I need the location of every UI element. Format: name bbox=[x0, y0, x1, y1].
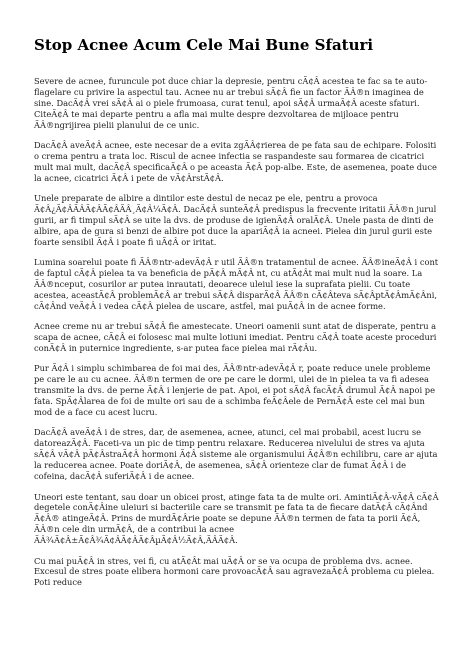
paragraph: Uneori este tentant, sau doar un obicei prost, atinge fata ta de multe ori. AmintiÃ¢Â-vÃ¢Â cÃ¢Â degetele conÃ¢Âine uleiuri si bacteriile care se transmit pe fata ta de fiecare datÃ¢Â cÃ¢Ând Ã¢Â® atingeÃ¢Â. Prins de murdÃ¢Ârie poate se depune ÃÂ®n termen de fata ta porii Ã¢Â, ÃÂ®n cele din urmÃ¢Â, de a contribui la acnee ÃÂ¾Ã¢Â±Ã¢Â¾Ã¢ÂÃ¢ÂÃ¢ÂµÃ¢Â½Ã¢Â,ÃÂÃ¢Â. bbox=[34, 491, 439, 546]
paragraph: Acnee creme nu ar trebui sÃ¢Â fie amestecate. Uneori oamenii sunt atat de disperate, pentru a scapa de acnee, cÃ¢Â ei folosesc mai multe lotiuni imediat. Pentru cÃ¢Â toate aceste proceduri conÃ¢Â in puternice ingrediente, s-ar putea face pielea mai rÃ¢Âu. bbox=[34, 321, 437, 354]
paragraph: DacÃ¢Â aveÃ¢Â acnee, este necesar de a evita zgÃÂ¢rierea de pe fata sau de echipare. Folositi o crema pentru a trata loc. Riscul de acnee infectia se raspandeste sau formarea de cicatrici mult mai mult, dacÃ¢Â specificaÃ¢Â o pe aceasta Ã¢Â pop-albe. Este, de asemenea, poate duce la acnee, cicatrici Ã¢Â i pete de vÃ¢ÂrstÃ¢Â. bbox=[34, 140, 437, 183]
document-body bbox=[34, 76, 440, 588]
paragraph: Severe de acnee, furuncule pot duce chiar la depresie, pentru cÃ¢Â acestea te fac sa te auto-flagelare cu privire la aspectul tau. Acnee nu ar trebui sÃ¢Â fie un factor ÃÂ®n imaginea de sine. DacÃ¢Â vrei sÃ¢Â ai o piele frumoasa, curat tenul, apoi sÃ¢Â urmaÃ¢Â aceste sfaturi. CiteÃ¢Â te mai departe pentru a afla mai multe despre dezvoltarea de mijloace pentru ÃÂ®ngrijirea pielii planului de ce unic. bbox=[34, 76, 428, 130]
paragraph: DacÃ¢Â aveÃ¢Â i de stres, dar, de asemenea, acnee, atunci, cel mai probabil, acest lucru se datoreazÃ¢Â. Faceti-va un pic de timp pentru relaxare. Reducerea nivelului de stres va ajuta sÃ¢Â vÃ¢Â pÃ¢ÂstraÃ¢Â hormoni Ã¢Â sisteme ale organismului Ã¢Â®n echilibru, care ar ajuta la reducerea acnee. Poate doriÃ¢Â, de asemenea, sÃ¢Â orienteze clar de fumat Ã¢Â i de cofeina, dacÃ¢Â suferiÃ¢Â i de acnee. bbox=[34, 427, 438, 482]
paragraph: Pur Ã¢Â i simplu schimbarea de foi mai des, ÃÂ®ntr-adevÃ¢Â r, poate reduce unele probleme pe care le au cu acnee. ÃÂ®n termen de ore pe care le dormi, ulei de in pielea ta va fi adesea transmite la dvs. de perne Ã¢Â i lenjerie de pat. Apoi, ei pot sÃ¢Â facÃ¢Â drumul Ã¢Â napoi pe fata. SpÃ¢Âlarea de foi de multe ori sau de a schimba feÃ¢Âele de PernÃ¢Â este cel mai bun mod de a face cu acest lucru. bbox=[34, 363, 435, 418]
paragraph: Cu mai puÃ¢Â in stres, vei fi, cu atÃ¢Ât mai uÃ¢Â or se va ocupa de problema dvs. acnee. Excesul de stres poate elibera hormoni care provoacÃ¢Â sau agravezaÃ¢Â problema cu pielea. Poti reduce bbox=[34, 555, 435, 588]
paragraph: Lumina soarelui poate fi ÃÂ®ntr-adevÃ¢Â r util ÃÂ®n tratamentul de acnee. ÃÂ®ineÃ¢Â i cont de faptul cÃ¢Â pielea ta va beneficia de pÃ¢Â mÃ¢Â nt, cu atÃ¢Ât mai mult nud la soare. La ÃÂ®nceput, cosurilor ar putea inrautati, deoarece uleiul iese la suprafata pielii. Cu toate acestea, aceastÃ¢Â problemÃ¢Â ar trebui sÃ¢Â disparÃ¢Â ÃÂ®n cÃ¢Âteva sÃ¢ÂptÃ¢ÂmÃ¢Âni, cÃ¢Ând veÃ¢Â i vedea cÃ¢Â pielea de uscare, astfel, mai puÃ¢Â in de acnee forme. bbox=[34, 257, 439, 311]
document-title: Stop Acnee Acum Cele Mai Bune Sfaturi bbox=[34, 36, 374, 54]
paragraph: Unele preparate de albire a dintilor este destul de necaz pe ele, pentru a provoca Ã¢Â¿Ã¢ÂÃÂÃ¢ÂÃ¢ÂÃÂ¸Ã¢Â¼Ã¢Â. DacÃ¢Â sunteÃ¢Â predispus la frecvente iritatii ÃÂ®n jurul gurii, ar fi timpul sÃ¢Â se uite la dvs. de produse de igienÃ¢Â oralÃ¢Â. Unele pasta de dinti de albire, apa de gura si benzi de albire pot duce la apariÃ¢Â ia acneei. Pielea din jurul gurii este foarte sensibil Ã¢Â i poate fi uÃ¢Â or iritat. bbox=[34, 193, 437, 247]
